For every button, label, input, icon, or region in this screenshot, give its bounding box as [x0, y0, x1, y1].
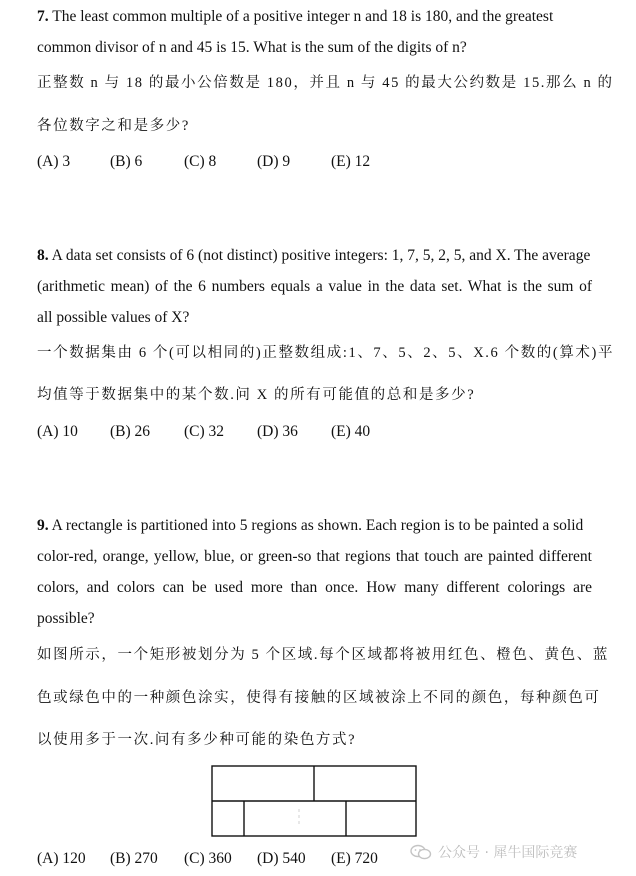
q9-zh-line-2: 色或绿色中的一种颜色涂实，使得有接触的区域被涂上不同的颜色，每种颜色可 — [37, 690, 601, 706]
q8-choice-e: (E) 40 — [331, 423, 371, 440]
q7-choice-e: (E) 12 — [331, 153, 371, 170]
q9-choice-d: (D) 540 — [257, 850, 306, 867]
q9-zh-line-3: 以使用多于一次.问有多少种可能的染色方式? — [37, 732, 357, 748]
q9-line-3: colors, and colors can be used more than once. How many different colorings are — [37, 579, 592, 596]
q7-zh-line-1: 正整数 n 与 18 的最小公倍数是 180，并且 n 与 45 的最大公约数是 15.那么 n 的 — [37, 75, 614, 91]
q7-line-2: common divisor of n and 45 is 15. What is the sum of the digits of n? — [37, 39, 467, 56]
q7-choice-b: (B) 6 — [110, 153, 143, 170]
q9-zh-line-1: 如图所示，一个矩形被划分为 5 个区域.每个区域都将被用红色、橙色、黄色、蓝 — [37, 647, 609, 663]
q9-number: 9. — [37, 517, 49, 534]
q8-line-3: all possible values of X? — [37, 309, 190, 326]
q9-line-4: possible? — [37, 610, 95, 627]
q7-number: 7. — [37, 8, 49, 25]
q9-line-1: 9. A rectangle is partitioned into 5 regions as shown. Each region is to be painted a solid — [37, 517, 584, 534]
q7-choice-d: (D) 9 — [257, 153, 291, 170]
q9-choice-e: (E) 720 — [331, 850, 378, 867]
q8-choice-c: (C) 32 — [184, 423, 225, 440]
q7-choice-c: (C) 8 — [184, 153, 217, 170]
watermark — [410, 840, 632, 864]
watermark-text: 公众号 · 犀牛国际竞赛 — [438, 845, 578, 861]
rectangle-diagram — [211, 765, 417, 837]
q8-number: 8. — [37, 247, 49, 264]
q8-choice-d: (D) 36 — [257, 423, 298, 440]
q7-line-1: 7. The least common multiple of a positive integer n and 18 is 180, and the greatest — [37, 8, 554, 25]
q9-line-2: color-red, orange, yellow, blue, or green-so that regions that touch are painted different — [37, 548, 592, 565]
partitioned-rectangle-figure — [211, 765, 417, 837]
q7-zh-line-2: 各位数字之和是多少? — [37, 118, 190, 134]
q9-choice-b: (B) 270 — [110, 850, 158, 867]
q8-line-1: 8. A data set consists of 6 (not distinct) positive integers: 1, 7, 5, 2, 5, and X. The average — [37, 247, 591, 264]
q8-zh-line-2: 均值等于数据集中的某个数.问 X 的所有可能值的总和是多少? — [37, 387, 476, 403]
q9-choice-c: (C) 360 — [184, 850, 232, 867]
wechat-icon — [410, 844, 432, 860]
q8-choice-b: (B) 26 — [110, 423, 151, 440]
q9-choice-a: (A) 120 — [37, 850, 86, 867]
q7-choice-a: (A) 3 — [37, 153, 71, 170]
q8-zh-line-1: 一个数据集由 6 个(可以相同的)正整数组成:1、7、5、2、5、X.6 个数的(算术)平 — [37, 345, 615, 361]
q8-choice-a: (A) 10 — [37, 423, 78, 440]
q8-line-2: (arithmetic mean) of the 6 numbers equals a value in the data set. What is the sum of — [37, 278, 592, 295]
